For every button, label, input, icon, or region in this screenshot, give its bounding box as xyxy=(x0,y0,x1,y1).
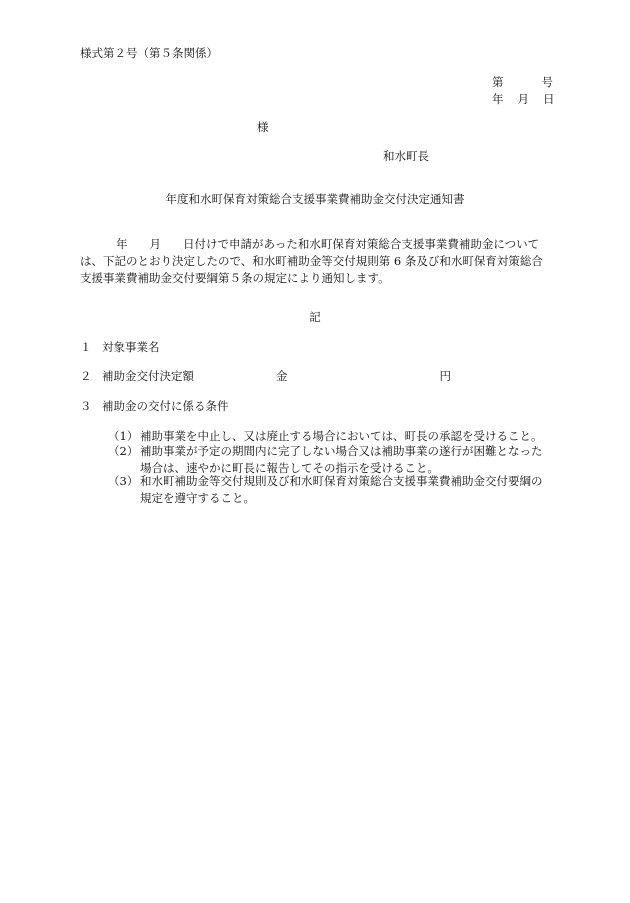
item-number: ２ xyxy=(80,369,92,383)
condition-text-line-2: 場合は、速やかに町長に報告してその指示を受けること。 xyxy=(140,461,439,475)
condition-text-line-1: 補助事業を中止し、又は廃止する場合においては、町長の承認を受けること。 xyxy=(140,429,543,443)
amount-kin: 金 xyxy=(276,369,288,383)
doc-number-go: 号 xyxy=(541,75,553,89)
doc-number-dai: 第 xyxy=(492,75,504,89)
amount-yen: 円 xyxy=(439,369,451,383)
body-paragraph xyxy=(80,236,555,287)
date-hi: 日 xyxy=(543,92,555,106)
date-nen: 年 xyxy=(492,92,504,106)
body-line-2: は、下記のとおり決定したので、和水町補助金等交付規則第 6 条及び和水町保育対策総合 xyxy=(80,254,543,268)
body-tsuki: 月 xyxy=(149,237,161,251)
condition-number: （2） xyxy=(108,444,139,458)
addressee-suffix: 様 xyxy=(257,120,269,134)
item-number: １ xyxy=(80,340,92,354)
item-label: 補助金の交付に係る条件 xyxy=(102,399,229,413)
condition-item xyxy=(108,443,543,477)
condition-text-line-2: 規定を遵守すること。 xyxy=(140,491,255,505)
item-label: 対象事業名 xyxy=(102,340,160,354)
document-title: 年度和水町保育対策総合支援事業費補助金交付決定通知書 xyxy=(165,192,465,206)
condition-item xyxy=(108,473,543,507)
date-line xyxy=(492,93,555,107)
condition-number: （1） xyxy=(108,429,139,443)
item-number: ３ xyxy=(80,399,92,413)
item-label: 補助金交付決定額 xyxy=(102,369,194,383)
date-tsuki: 月 xyxy=(517,92,529,106)
form-number: 様式第２号（第５条関係） xyxy=(80,46,218,60)
item-target-project xyxy=(80,341,160,355)
item-conditions xyxy=(80,400,229,414)
condition-text-line-1: 補助事業が予定の期間内に完了しない場合又は補助事業の遂行が困難となった xyxy=(140,444,543,458)
issuer: 和水町長 xyxy=(383,149,429,163)
body-line-1 xyxy=(80,236,555,253)
ki-heading: 記 xyxy=(309,310,321,324)
item-grant-amount xyxy=(80,370,451,384)
body-line-1-rest: 日付けで申請があった和水町保育対策総合支援事業費補助金について xyxy=(183,237,540,251)
document-number-line xyxy=(492,76,553,90)
body-nen: 年 xyxy=(116,237,128,251)
body-line-3: 支援事業費補助金交付要綱第５条の規定により通知します。 xyxy=(80,271,390,285)
condition-text-line-1: 和水町補助金等交付規則及び和水町保育対策総合支援事業費補助金交付要綱の xyxy=(140,474,543,488)
condition-number: （3） xyxy=(108,474,139,488)
